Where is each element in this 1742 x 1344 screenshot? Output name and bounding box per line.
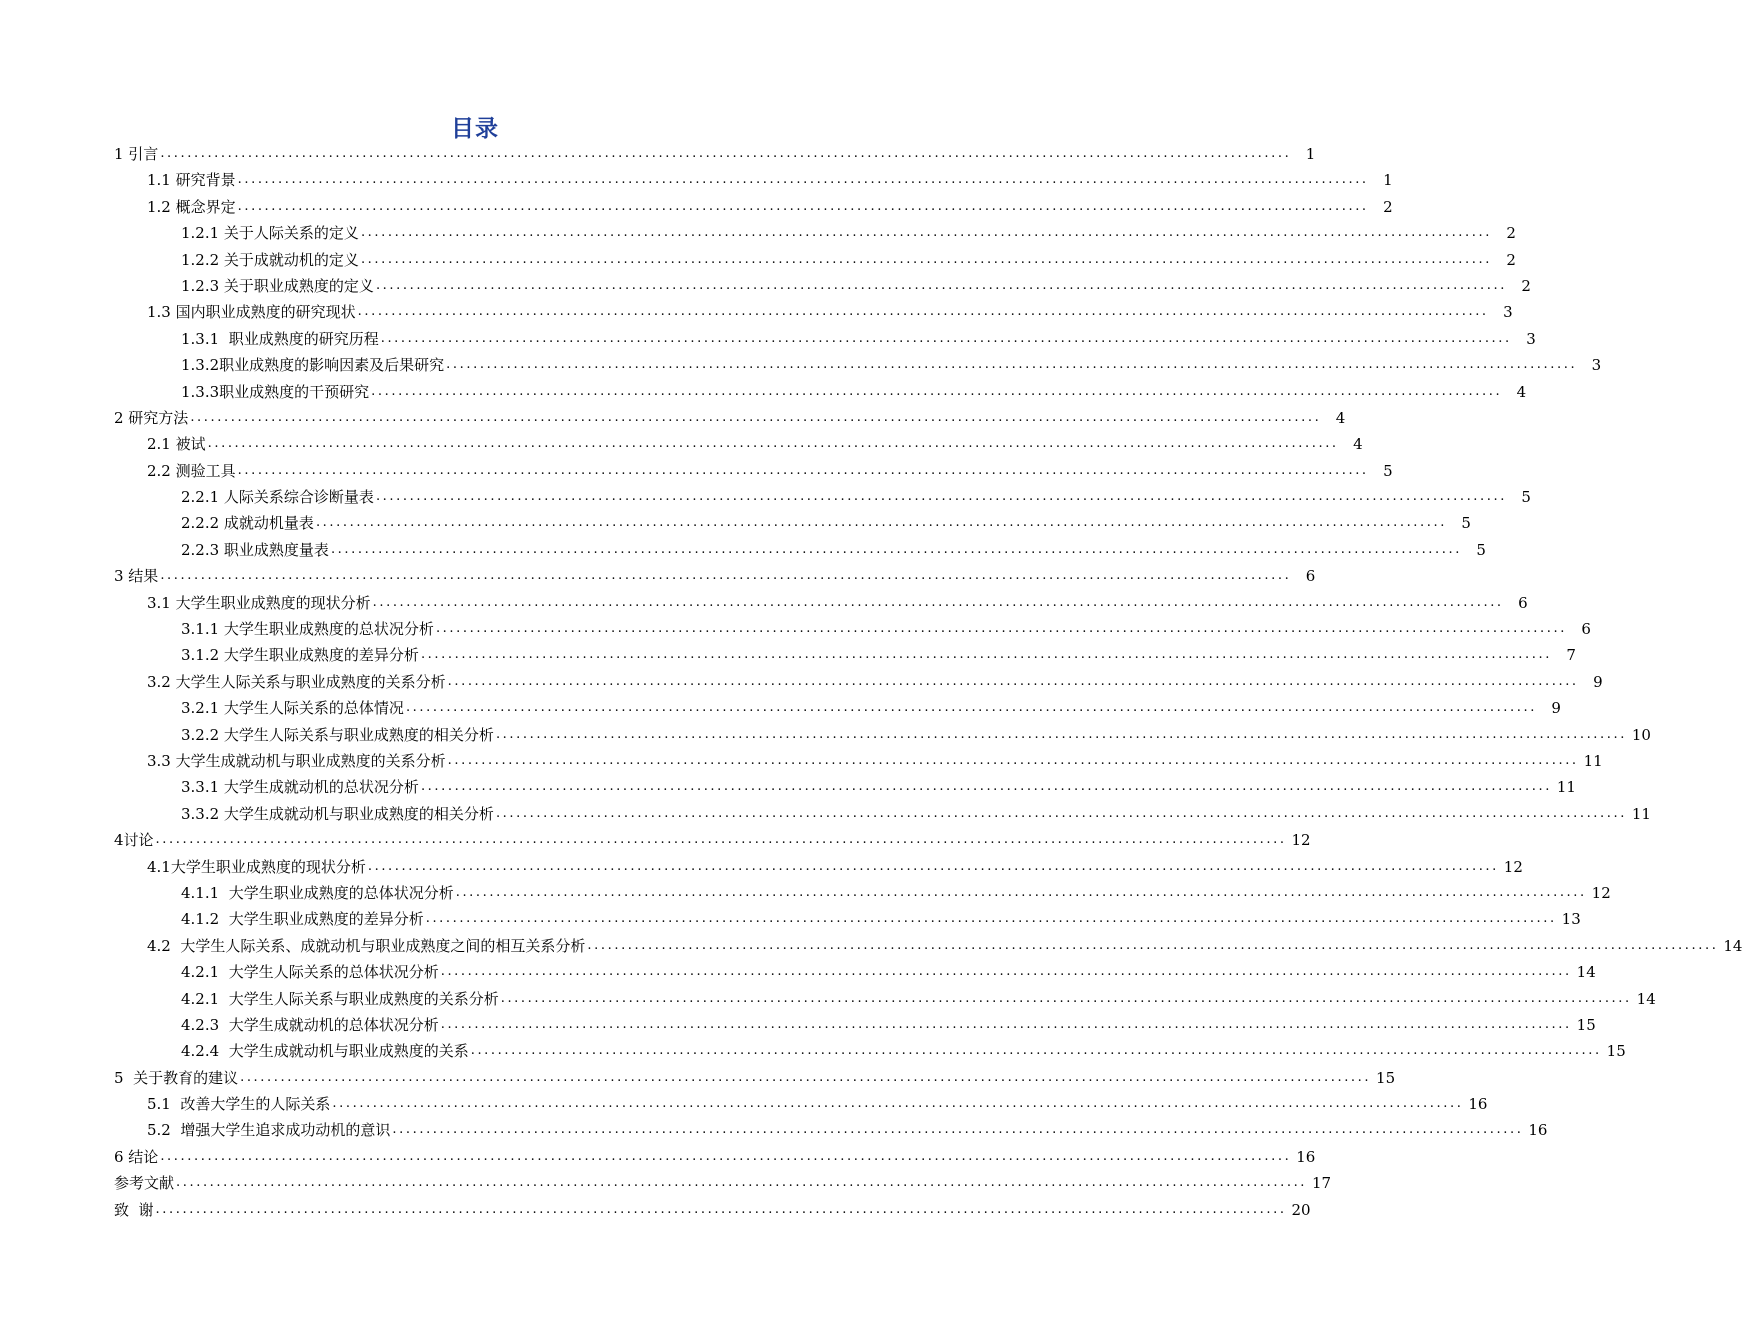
toc-entry-page-number: 11 [1583, 751, 1603, 770]
toc-entry[interactable] [0, 1117, 1548, 1143]
toc-leader-dots: ........................................................................................................................................................................ [240, 1069, 1372, 1085]
toc-leader-dots: ........................................................................................................................................................................ [375, 489, 1507, 505]
toc-leader-dots: ........................................................................................................................................................................ [420, 647, 1552, 663]
page-title: 目录 [451, 116, 499, 142]
toc-entry-label: 3.1.1 大学生职业成熟度的总状况分析 [181, 620, 434, 639]
toc-entry[interactable] [0, 774, 1576, 800]
toc-entry-page-number: 4 [1353, 435, 1363, 454]
toc-entry[interactable] [0, 273, 1531, 299]
toc-entry-label: 2.1 被试 [147, 435, 206, 454]
toc-entry-label: 4.2.3 大学生成就动机的总体状况分析 [181, 1015, 439, 1034]
toc-entry-label: 2.2 测验工具 [147, 461, 236, 480]
toc-entry[interactable] [0, 1144, 1316, 1170]
toc-entry-page-number: 16 [1468, 1095, 1488, 1114]
toc-entry-label: 3 结果 [114, 567, 159, 586]
toc-leader-dots: ........................................................................................................................................................................ [392, 1122, 1524, 1138]
toc-leader-dots: ........................................................................................................................................................................ [360, 251, 1492, 267]
toc-entry-label: 参考文献 [114, 1174, 175, 1193]
toc-entry[interactable] [0, 220, 1516, 246]
toc-entry[interactable] [0, 722, 1651, 748]
toc-entry-label: 2.2.3 职业成熟度量表 [181, 540, 329, 559]
toc-leader-dots: ........................................................................................................................................................................ [332, 1096, 1464, 1112]
toc-entry[interactable] [0, 194, 1393, 220]
toc-entry-page-number: 4 [1335, 408, 1346, 427]
toc-entry-page-number: 2 [1383, 197, 1393, 216]
toc-leader-dots: ........................................................................................................................................................................ [495, 805, 1627, 821]
toc-entry-page-number: 1 [1383, 171, 1393, 190]
toc-entry[interactable] [0, 458, 1393, 484]
toc-leader-dots: ........................................................................................................................................................................ [367, 858, 1499, 874]
toc-entry-page-number: 12 [1503, 857, 1523, 876]
toc-entry-label: 4.2 大学生人际关系、成就动机与职业成熟度之间的相互关系分析 [147, 936, 586, 955]
toc-entry[interactable] [0, 616, 1591, 642]
toc-entry-label: 2 研究方法 [114, 408, 189, 427]
toc-entry-label: 5.1 改善大学生的人际关系 [147, 1095, 331, 1114]
toc-entry[interactable] [0, 986, 1656, 1012]
toc-entry-page-number: 9 [1551, 699, 1561, 718]
toc-entry-page-number: 5 [1476, 540, 1486, 559]
toc-leader-dots: ........................................................................................................................................................................ [440, 1016, 1572, 1032]
toc-entry[interactable] [0, 431, 1363, 457]
toc-entry-label: 5 关于教育的建议 [114, 1068, 239, 1087]
toc-entry-label: 4.1.1 大学生职业成熟度的总体状况分析 [181, 883, 454, 902]
toc-entry-page-number: 6 [1518, 593, 1528, 612]
toc-leader-dots: ........................................................................................................................................................................ [190, 409, 1322, 425]
toc-entry-page-number: 4 [1516, 382, 1527, 401]
toc-entry[interactable] [0, 1038, 1626, 1064]
toc-entry[interactable] [0, 405, 1346, 431]
toc-leader-dots: ........................................................................................................................................................................ [447, 752, 1579, 768]
toc-entry[interactable] [0, 247, 1516, 273]
toc-leader-dots: ........................................................................................................................................................................ [420, 779, 1552, 795]
toc-leader-dots: ........................................................................................................................................................................ [160, 568, 1292, 584]
toc-entry-label: 1.3 国内职业成熟度的研究现状 [147, 303, 356, 322]
toc-entry-page-number: 9 [1593, 672, 1603, 691]
toc-entry-page-number: 11 [1631, 804, 1651, 823]
toc-leader-dots: ........................................................................................................................................................................ [176, 1175, 1308, 1191]
toc-entry[interactable] [0, 141, 1316, 167]
toc-entry[interactable] [0, 590, 1528, 616]
toc-entry-label: 2.2.2 成就动机量表 [181, 514, 314, 533]
toc-entry-page-number: 7 [1566, 646, 1576, 665]
toc-leader-dots: ........................................................................................................................................................................ [425, 911, 1557, 927]
toc-entry-page-number: 10 [1631, 725, 1651, 744]
toc-entry-label: 3.1.2 大学生职业成熟度的差异分析 [181, 646, 419, 665]
toc-leader-dots: ........................................................................................................................................................................ [435, 621, 1567, 637]
toc-entry-page-number: 15 [1576, 1015, 1596, 1034]
toc-leader-dots: ........................................................................................................................................................................ [495, 726, 1627, 742]
toc-leader-dots: ........................................................................................................................................................................ [237, 462, 1369, 478]
toc-entry-page-number: 5 [1383, 461, 1393, 480]
toc-entry-label: 4讨论 [114, 831, 154, 850]
toc-entry-label: 1.1 研究背景 [147, 171, 236, 190]
toc-entry-page-number: 14 [1636, 989, 1656, 1008]
toc-entry-label: 3.3.1 大学生成就动机的总状况分析 [181, 778, 419, 797]
toc-leader-dots: ........................................................................................................................................................................ [470, 1043, 1602, 1059]
toc-entry[interactable] [0, 880, 1611, 906]
toc-entry-label: 6 结论 [114, 1147, 159, 1166]
toc-entry-label: 1.2.2 关于成就动机的定义 [181, 250, 359, 269]
toc-entry[interactable] [0, 299, 1513, 325]
toc-entry[interactable] [0, 827, 1311, 853]
toc-leader-dots: ........................................................................................................................................................................ [447, 673, 1579, 689]
toc-entry-label: 致 谢 [114, 1200, 154, 1219]
toc-entry[interactable] [0, 352, 1602, 378]
toc-entry-label: 3.3.2 大学生成就动机与职业成熟度的相关分析 [181, 804, 494, 823]
toc-entry-page-number: 20 [1291, 1200, 1311, 1219]
toc-entry-label: 4.1大学生职业成熟度的现状分析 [147, 857, 366, 876]
toc-entry[interactable] [0, 1197, 1311, 1223]
toc-entry-page-number: 15 [1606, 1042, 1626, 1061]
toc-entry-page-number: 2 [1521, 276, 1531, 295]
toc-leader-dots: ........................................................................................................................................................................ [155, 832, 1287, 848]
toc-entry-page-number: 3 [1526, 329, 1536, 348]
toc-entry-label: 3.1 大学生职业成熟度的现状分析 [147, 593, 371, 612]
toc-leader-dots: ........................................................................................................................................................................ [237, 172, 1369, 188]
toc-entry-page-number: 15 [1376, 1068, 1396, 1087]
toc-entry-label: 1.2 概念界定 [147, 197, 236, 216]
toc-entry[interactable] [0, 669, 1603, 695]
toc-entry[interactable] [0, 510, 1471, 536]
toc-entry-page-number: 5 [1461, 514, 1471, 533]
toc-entry[interactable] [0, 854, 1523, 880]
toc-entry-label: 2.2.1 人际关系综合诊断量表 [181, 488, 374, 507]
toc-entry-page-number: 6 [1581, 620, 1591, 639]
toc-entry-page-number: 3 [1591, 356, 1602, 375]
toc-entry-label: 1.2.3 关于职业成熟度的定义 [181, 276, 374, 295]
toc-leader-dots: ........................................................................................................................................................................ [371, 383, 1503, 399]
toc-leader-dots: ........................................................................................................................................................................ [160, 146, 1292, 161]
toc-entry[interactable] [0, 1012, 1596, 1038]
toc-entry-label: 4.1.2 大学生职业成熟度的差异分析 [181, 910, 424, 929]
toc-leader-dots: ........................................................................................................................................................................ [500, 990, 1632, 1006]
toc-entry[interactable] [0, 1091, 1488, 1117]
toc-entry[interactable] [0, 748, 1603, 774]
toc-entry-label: 4.2.4 大学生成就动机与职业成熟度的关系 [181, 1042, 469, 1061]
toc-leader-dots: ........................................................................................................................................................................ [455, 884, 1587, 900]
toc-leader-dots: ........................................................................................................................................................................ [315, 515, 1447, 531]
toc-leader-dots: ........................................................................................................................................................................ [360, 225, 1492, 241]
toc-entry-label: 4.2.1 大学生人际关系的总体状况分析 [181, 963, 439, 982]
toc-entry-label: 3.2 大学生人际关系与职业成熟度的关系分析 [147, 672, 446, 691]
toc-entry-page-number: 2 [1506, 250, 1516, 269]
toc-entry[interactable] [0, 933, 1742, 959]
toc-entry[interactable] [0, 695, 1561, 721]
toc-entry[interactable] [0, 326, 1536, 352]
toc-entry-page-number: 12 [1291, 831, 1311, 850]
toc-entry-page-number: 11 [1556, 778, 1576, 797]
toc-leader-dots: ........................................................................................................................................................................ [446, 357, 1578, 373]
toc-entry-label: 1.3.2职业成熟度的影响因素及后果研究 [181, 356, 445, 375]
toc-entry[interactable] [0, 379, 1527, 405]
toc-entry-page-number: 12 [1591, 883, 1611, 902]
toc-leader-dots: ........................................................................................................................................................................ [155, 1201, 1287, 1217]
toc-entry-label: 4.2.1 大学生人际关系与职业成熟度的关系分析 [181, 989, 499, 1008]
table-of-contents [0, 141, 1742, 1223]
toc-entry-page-number: 16 [1296, 1147, 1316, 1166]
toc-entry[interactable] [0, 642, 1576, 668]
toc-entry-page-number: 14 [1576, 963, 1596, 982]
toc-entry-label: 1.2.1 关于人际关系的定义 [181, 224, 359, 243]
toc-entry-page-number: 5 [1521, 488, 1531, 507]
toc-entry[interactable] [0, 959, 1596, 985]
toc-leader-dots: ........................................................................................................................................................................ [375, 277, 1507, 293]
toc-entry[interactable] [0, 1065, 1396, 1091]
toc-entry[interactable] [0, 801, 1651, 827]
toc-entry-page-number: 3 [1503, 303, 1513, 322]
toc-entry-label: 1.3.1 职业成熟度的研究历程 [181, 329, 379, 348]
toc-entry[interactable] [0, 906, 1581, 932]
toc-leader-dots: ........................................................................................................................................................................ [587, 937, 1719, 953]
toc-entry-label: 3.3 大学生成就动机与职业成熟度的关系分析 [147, 751, 446, 770]
toc-entry-label: 5.2 增强大学生追求成功动机的意识 [147, 1121, 391, 1140]
toc-leader-dots: ........................................................................................................................................................................ [207, 436, 1339, 452]
toc-leader-dots: ........................................................................................................................................................................ [372, 594, 1504, 610]
toc-entry[interactable] [0, 563, 1316, 589]
toc-leader-dots: ........................................................................................................................................................................ [440, 964, 1572, 980]
toc-leader-dots: ........................................................................................................................................................................ [357, 304, 1489, 320]
toc-entry-page-number: 17 [1311, 1174, 1332, 1193]
toc-entry[interactable] [0, 167, 1393, 193]
toc-entry[interactable] [0, 484, 1531, 510]
toc-entry-page-number: 14 [1723, 936, 1742, 955]
toc-entry-page-number: 1 [1305, 145, 1316, 163]
toc-entry-label: 3.2.2 大学生人际关系与职业成熟度的相关分析 [181, 725, 494, 744]
toc-leader-dots: ........................................................................................................................................................................ [330, 541, 1462, 557]
toc-entry-page-number: 2 [1506, 224, 1516, 243]
toc-leader-dots: ........................................................................................................................................................................ [405, 700, 1537, 716]
toc-entry-page-number: 13 [1561, 910, 1581, 929]
toc-leader-dots: ........................................................................................................................................................................ [160, 1148, 1292, 1164]
toc-entry-label: 3.2.1 大学生人际关系的总体情况 [181, 699, 404, 718]
toc-entry[interactable] [0, 537, 1486, 563]
toc-entry[interactable] [0, 1170, 1332, 1196]
toc-entry-label: 1.3.3职业成熟度的干预研究 [181, 382, 370, 401]
toc-leader-dots: ........................................................................................................................................................................ [380, 330, 1512, 346]
toc-entry-page-number: 6 [1305, 567, 1316, 586]
toc-entry-label: 1 引言 [114, 145, 159, 163]
toc-entry-page-number: 16 [1528, 1121, 1548, 1140]
toc-leader-dots: ........................................................................................................................................................................ [237, 198, 1369, 214]
